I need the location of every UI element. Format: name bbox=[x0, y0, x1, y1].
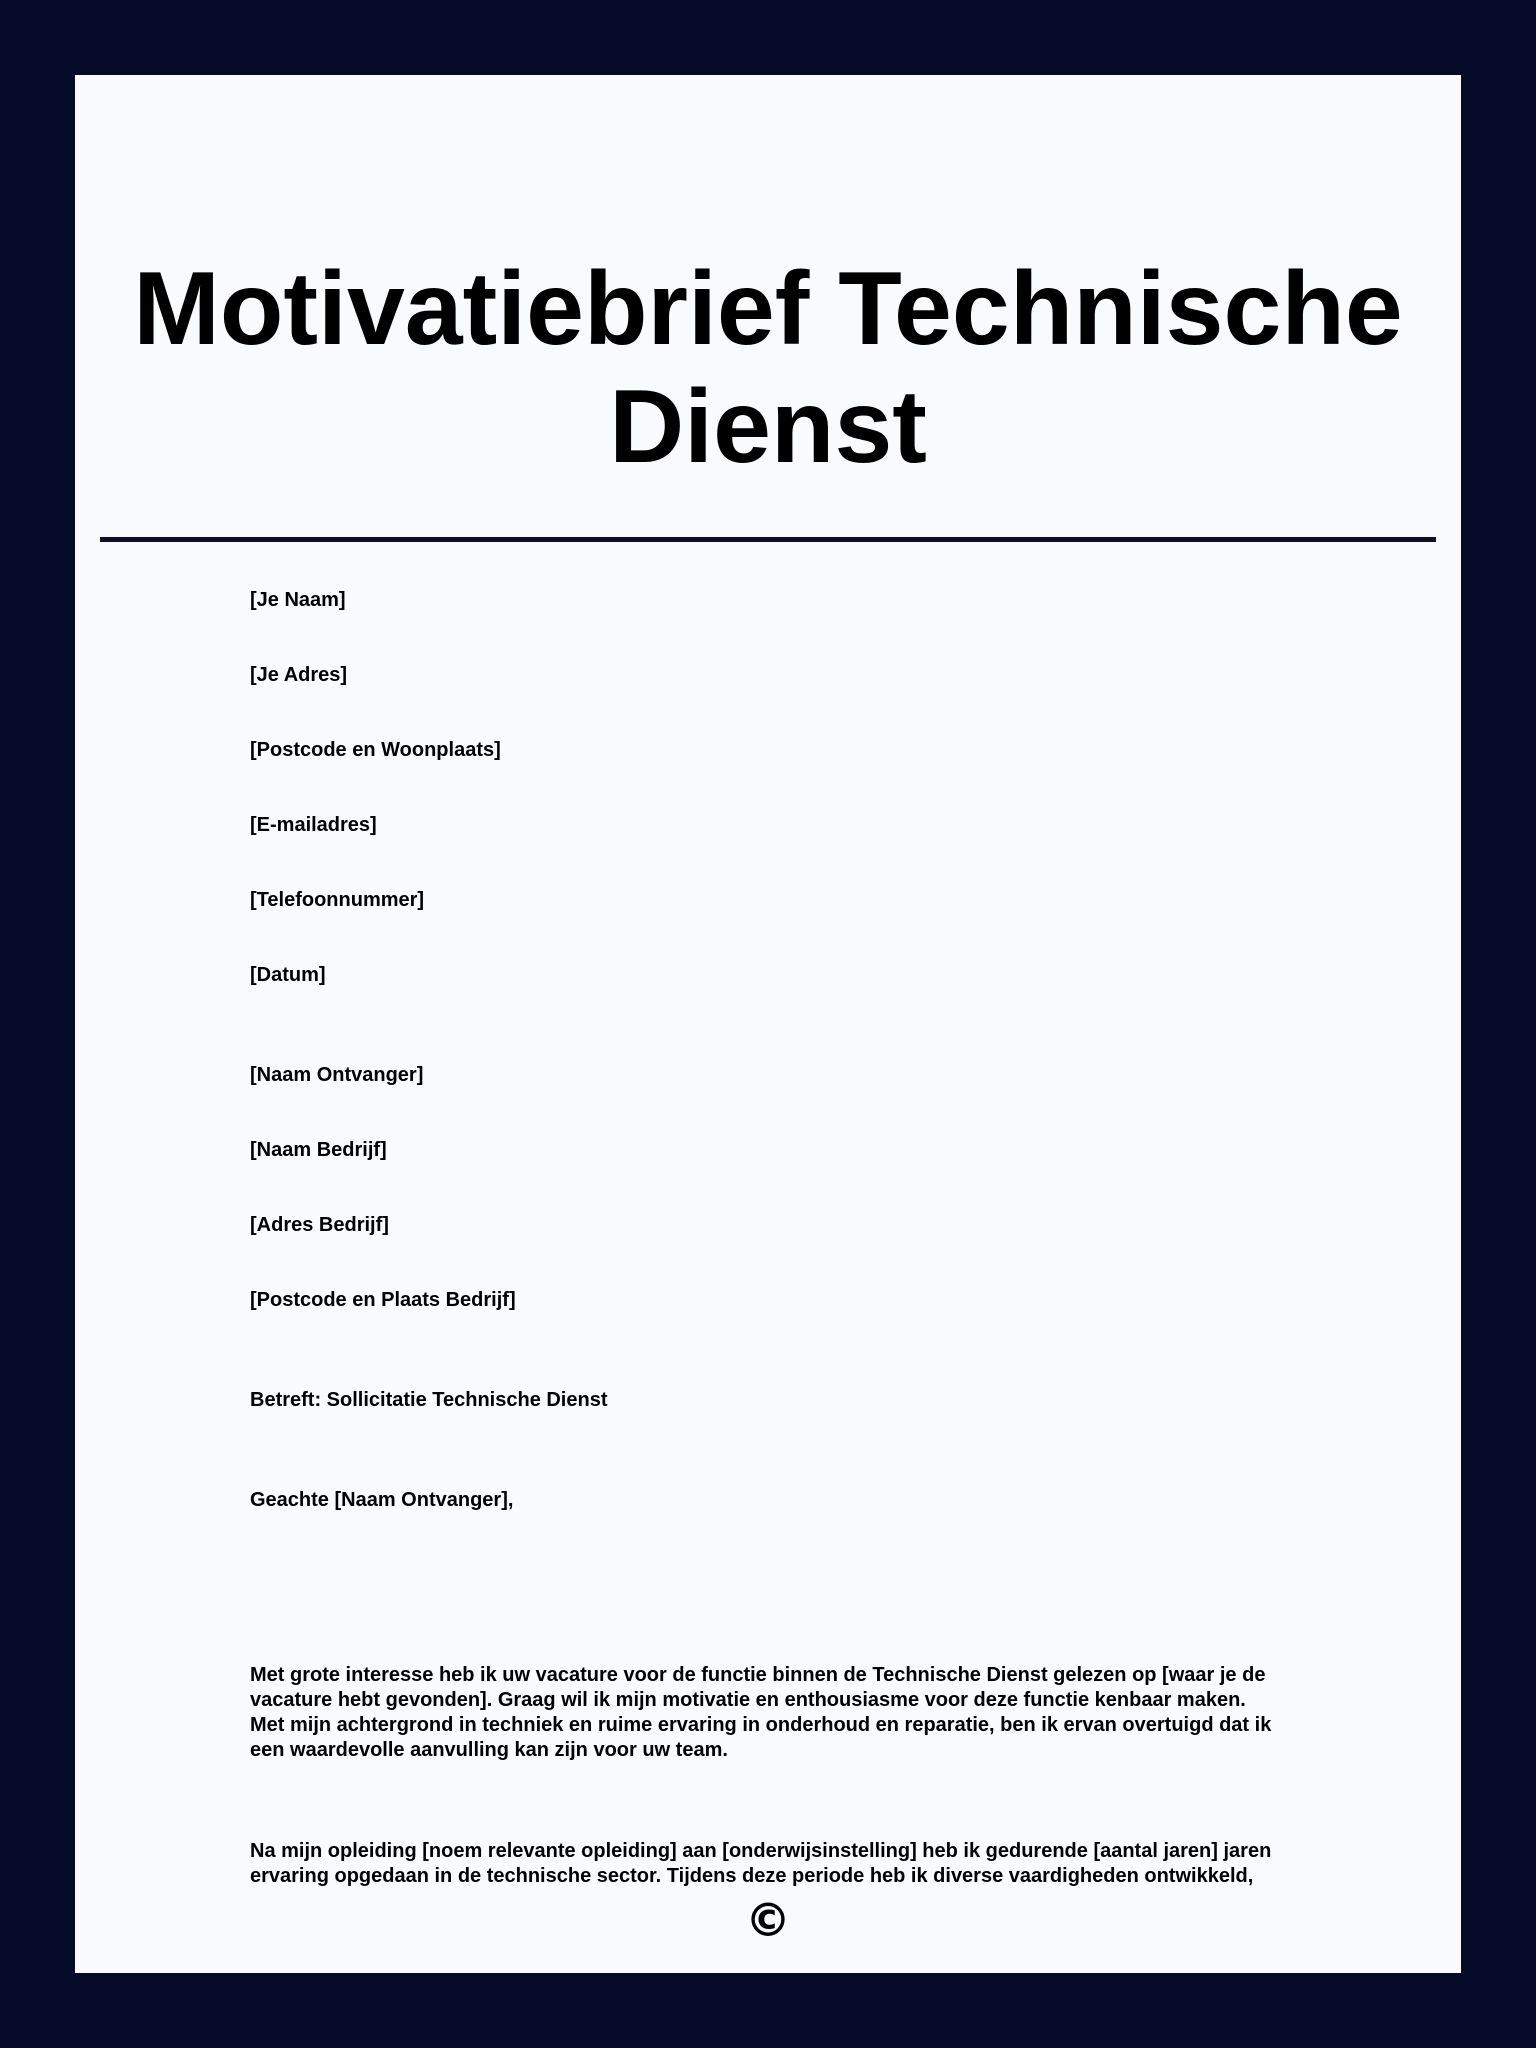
paragraph-experience-line: ervaring opgedaan in de technische sector. Tijdens deze periode heb ik diverse vaardigheden ontwikkeld, bbox=[250, 1865, 1254, 1887]
recipient-name: [Naam Ontvanger] bbox=[250, 1064, 424, 1086]
recipient-address: [Adres Bedrijf] bbox=[250, 1214, 389, 1236]
document-page bbox=[75, 75, 1461, 1973]
title-divider bbox=[100, 537, 1436, 542]
title-line-2: Dienst bbox=[609, 369, 927, 485]
sender-email: [E-mailadres] bbox=[250, 814, 377, 836]
copyright-icon: © bbox=[745, 1893, 791, 1947]
sender-name: [Je Naam] bbox=[250, 589, 346, 611]
paragraph-intro bbox=[250, 1663, 1360, 1763]
recipient-postcode-city: [Postcode en Plaats Bedrijf] bbox=[250, 1289, 516, 1311]
paragraph-intro-line: Met mijn achtergrond in techniek en ruime ervaring in onderhoud en reparatie, ben ik ervan overtuigd dat ik bbox=[250, 1714, 1272, 1736]
sender-postcode-city: [Postcode en Woonplaats] bbox=[250, 739, 501, 761]
sender-address: [Je Adres] bbox=[250, 664, 348, 686]
sender-phone: [Telefoonnummer] bbox=[250, 889, 425, 911]
document-title bbox=[75, 250, 1461, 486]
letter-subject: Betreft: Sollicitatie Technische Dienst bbox=[250, 1389, 608, 1411]
paragraph-experience-line: Na mijn opleiding [noem relevante opleiding] aan [onderwijsinstelling] heb ik gedurende [aantal jaren] jaren bbox=[250, 1840, 1272, 1862]
paragraph-intro-line: Met grote interesse heb ik uw vacature voor de functie binnen de Technische Dienst gelezen op [waar je de bbox=[250, 1664, 1266, 1686]
title-line-1: Motivatiebrief Technische bbox=[133, 251, 1403, 367]
paragraph-intro-line: vacature hebt gevonden]. Graag wil ik mijn motivatie en enthousiasme voor deze functie kenbaar maken. bbox=[250, 1689, 1246, 1711]
paragraph-experience bbox=[250, 1839, 1360, 1889]
recipient-company: [Naam Bedrijf] bbox=[250, 1139, 387, 1161]
letter-salutation: Geachte [Naam Ontvanger], bbox=[250, 1489, 514, 1511]
letter-date: [Datum] bbox=[250, 964, 326, 986]
paragraph-intro-line: een waardevolle aanvulling kan zijn voor uw team. bbox=[250, 1739, 728, 1761]
